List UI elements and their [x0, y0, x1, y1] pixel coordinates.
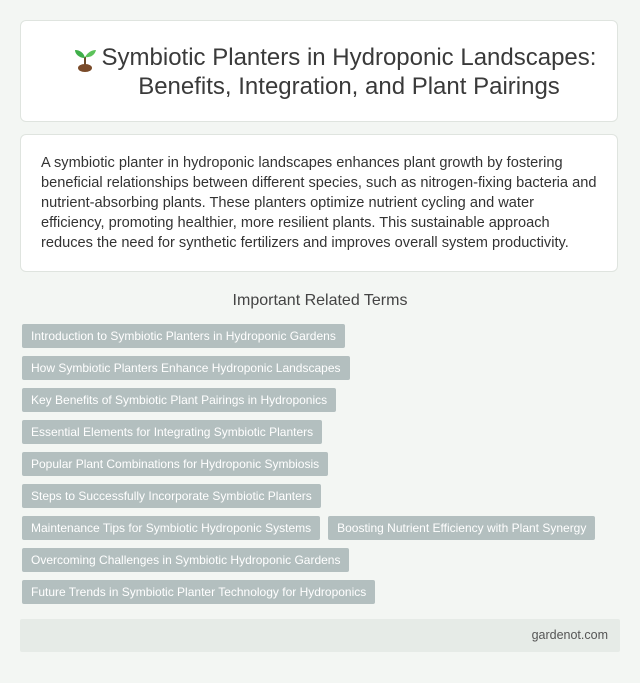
related-term-tag[interactable]: Maintenance Tips for Symbiotic Hydroponic Systems	[22, 516, 320, 540]
page-title: Symbiotic Planters in Hydroponic Landscapes: Benefits, Integration, and Plant Pairings	[101, 44, 597, 100]
related-term-tag[interactable]: Introduction to Symbiotic Planters in Hydroponic Gardens	[22, 324, 345, 348]
related-terms-list	[22, 324, 622, 612]
related-term-tag[interactable]: Boosting Nutrient Efficiency with Plant Synergy	[328, 516, 595, 540]
related-term-tag[interactable]: Key Benefits of Symbiotic Plant Pairings in Hydroponics	[22, 388, 336, 412]
intro-paragraph: A symbiotic planter in hydroponic landscapes enhances plant growth by fostering beneficial relationships between different species, such as nitrogen-fixing bacteria and nutrient-absorbing plants. These planters optimize nutrient cycling and water efficiency, promoting healthier, more resilient plants. This sustainable approach reduces the need for synthetic fertilizers and improves overall system productivity.	[41, 155, 597, 251]
related-term-tag[interactable]: Overcoming Challenges in Symbiotic Hydroponic Gardens	[22, 548, 349, 572]
related-term-tag[interactable]: Future Trends in Symbiotic Planter Technology for Hydroponics	[22, 580, 375, 604]
title-card	[20, 20, 618, 122]
related-term-tag[interactable]: Steps to Successfully Incorporate Symbiotic Planters	[22, 484, 321, 508]
related-term-tag[interactable]: Essential Elements for Integrating Symbiotic Planters	[22, 420, 322, 444]
footer	[20, 619, 620, 652]
related-term-tag[interactable]: How Symbiotic Planters Enhance Hydroponic Landscapes	[22, 356, 350, 380]
related-term-tag[interactable]: Popular Plant Combinations for Hydroponic Symbiosis	[22, 452, 328, 476]
intro-card	[20, 134, 618, 272]
related-terms-heading: Important Related Terms	[232, 292, 408, 309]
seedling-icon	[71, 45, 99, 75]
footer-site-link[interactable]: gardenot.com	[531, 628, 608, 642]
